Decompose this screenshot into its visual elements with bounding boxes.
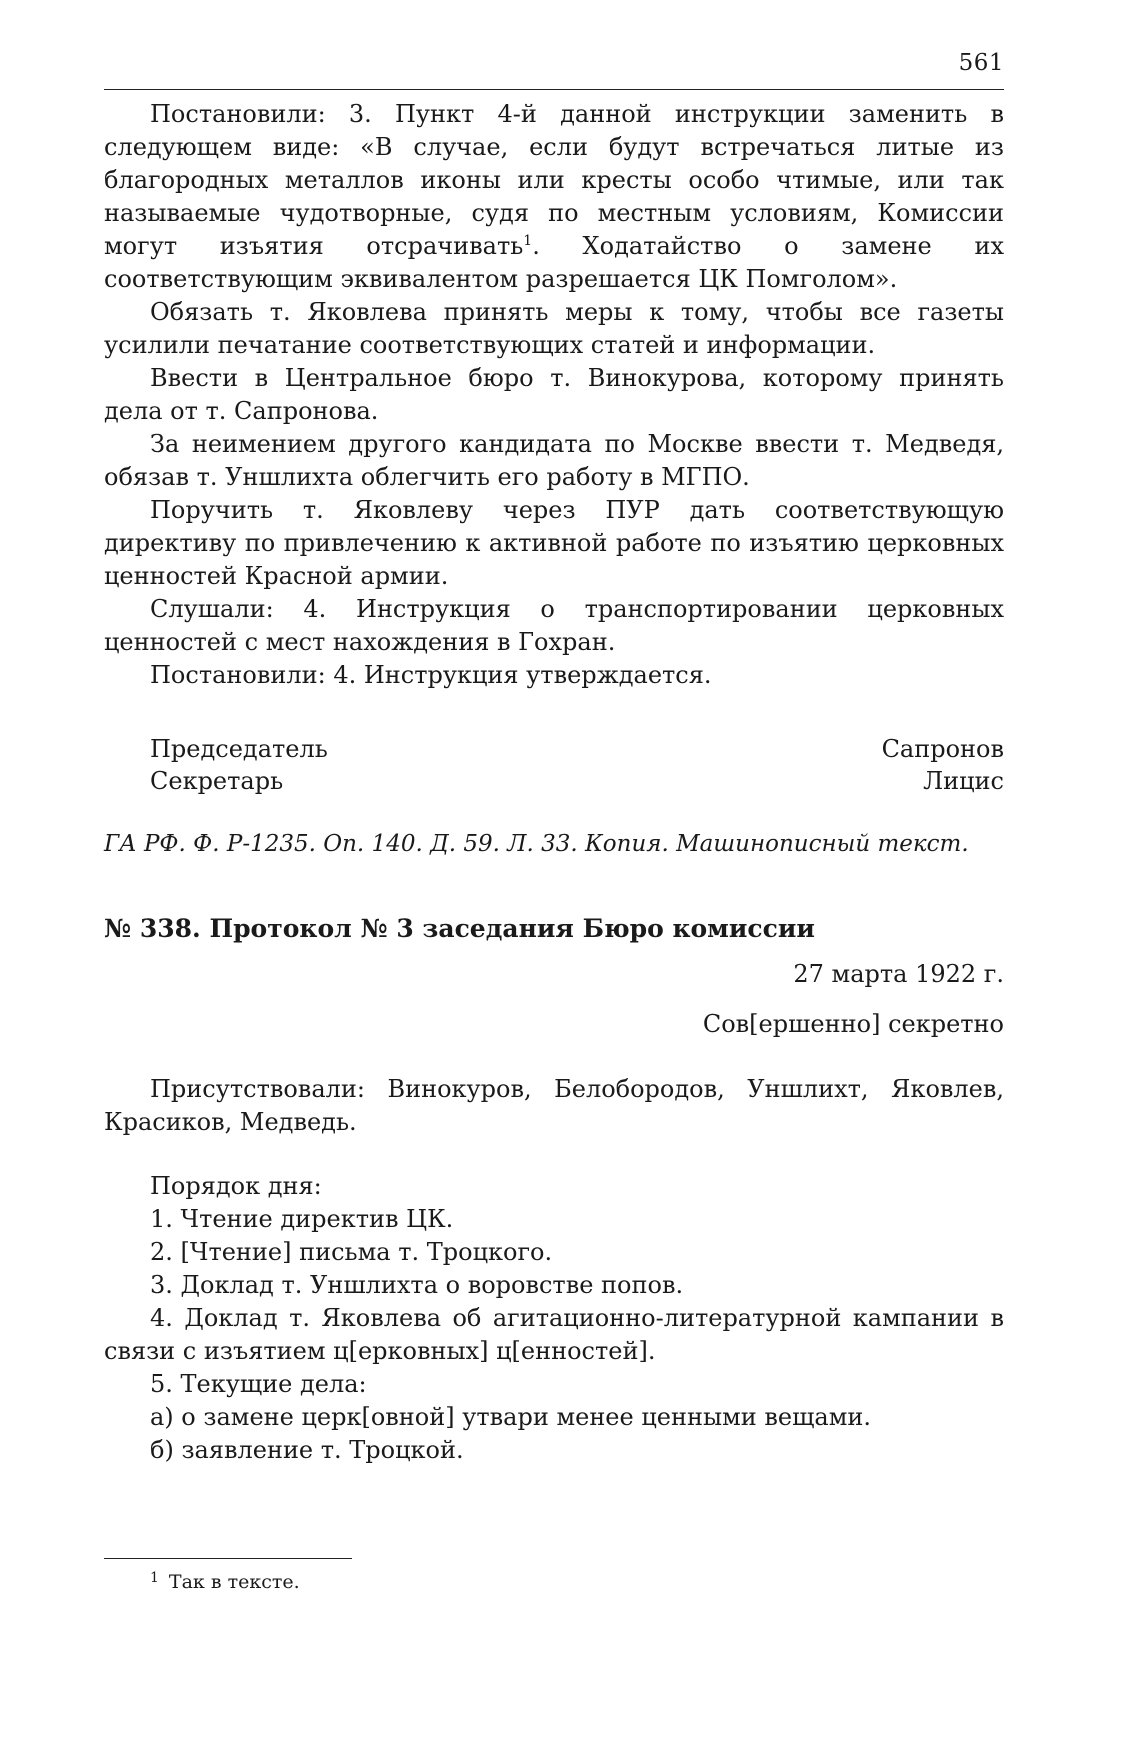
archive-reference: ГА РФ. Ф. Р-1235. Оп. 140. Д. 59. Л. 33. Копия. Машинописный текст. xyxy=(104,831,969,857)
paragraph-vinokurov: Ввести в Центральное бюро т. Винокурова, которому принять дела от т. Сапронова. xyxy=(104,364,1004,425)
agenda-subitem: б) заявление т. Троцкой. xyxy=(150,1436,464,1464)
paragraph-medved: За неимением другого кандидата по Москве ввести т. Медведя, обязав т. Уншлихта облегчить его работу в МГПО. xyxy=(104,430,1004,491)
signature-row-chairman xyxy=(150,733,1004,765)
paragraph-heard-4: Слушали: 4. Инструкция о транспортировании церковных ценностей с мест нахождения в Гохран. xyxy=(104,595,1004,656)
agenda-item: 3. Доклад т. Уншлихта о воровстве попов. xyxy=(150,1271,684,1299)
signature-name: Лицис xyxy=(923,767,1004,795)
signature-block xyxy=(150,733,1004,797)
paragraph-yakovlev-press: Обязать т. Яковлева принять меры к тому, чтобы все газеты усилили печатание соответствующих статей и информации. xyxy=(104,298,1004,359)
page-number: 561 xyxy=(958,50,1004,76)
previous-document-body xyxy=(104,98,1004,692)
footnote-reference: 1 xyxy=(523,233,533,249)
agenda-item: 4. Доклад т. Яковлева об агитационно-литературной кампании в связи с изъятием ц[ерковных] ц[енностей]. xyxy=(104,1304,1004,1365)
agenda-item: 5. Текущие дела: xyxy=(150,1370,367,1398)
footnote xyxy=(150,1570,300,1593)
agenda xyxy=(104,1170,1004,1467)
signature-row-secretary xyxy=(150,765,1004,797)
agenda-item: 2. [Чтение] письма т. Троцкого. xyxy=(150,1238,553,1266)
classification-stamp: Сов[ершенно] секретно xyxy=(702,1010,1004,1038)
signature-name: Сапронов xyxy=(881,735,1004,763)
document-title: № 338. Протокол № 3 заседания Бюро комиссии xyxy=(104,914,815,943)
footnote-text: Так в тексте. xyxy=(168,1571,300,1593)
paragraph-resolution-3: Постановили: 3. Пункт 4-й данной инструкции заменить в следующем виде: «В случае, если будут встречаться литые из благородных металлов иконы или кресты особо чтимые, или так называемые чудотворные, судя по местным условиям, Комиссии могут изъятия отсрачивать$^1$. Ходатайство о замене их соответствующим эквивалентом разрешается ЦК Помголом». xyxy=(104,100,1004,293)
signature-role: Председатель xyxy=(150,735,328,763)
document-date: 27 марта 1922 г. xyxy=(793,960,1004,988)
agenda-subitem: а) о замене церк[овной] утвари менее ценными вещами. xyxy=(150,1403,871,1431)
footnote-rule xyxy=(104,1558,352,1559)
footnote-mark: 1 xyxy=(150,1570,159,1586)
agenda-item: 1. Чтение директив ЦК. xyxy=(150,1205,454,1233)
agenda-heading: Порядок дня: xyxy=(150,1172,322,1200)
signature-role: Секретарь xyxy=(150,767,284,795)
attendees-list: Присутствовали: Винокуров, Белобородов, Уншлихт, Яковлев, Красиков, Медведь. xyxy=(104,1075,1004,1136)
paragraph-pur-directive: Поручить т. Яковлеву через ПУР дать соответствующую директиву по привлечению к активной работе по изъятию церковных ценностей Красной армии. xyxy=(104,496,1004,590)
header-rule xyxy=(104,89,1004,90)
paragraph-resolved-4: Постановили: 4. Инструкция утверждается. xyxy=(150,661,712,689)
